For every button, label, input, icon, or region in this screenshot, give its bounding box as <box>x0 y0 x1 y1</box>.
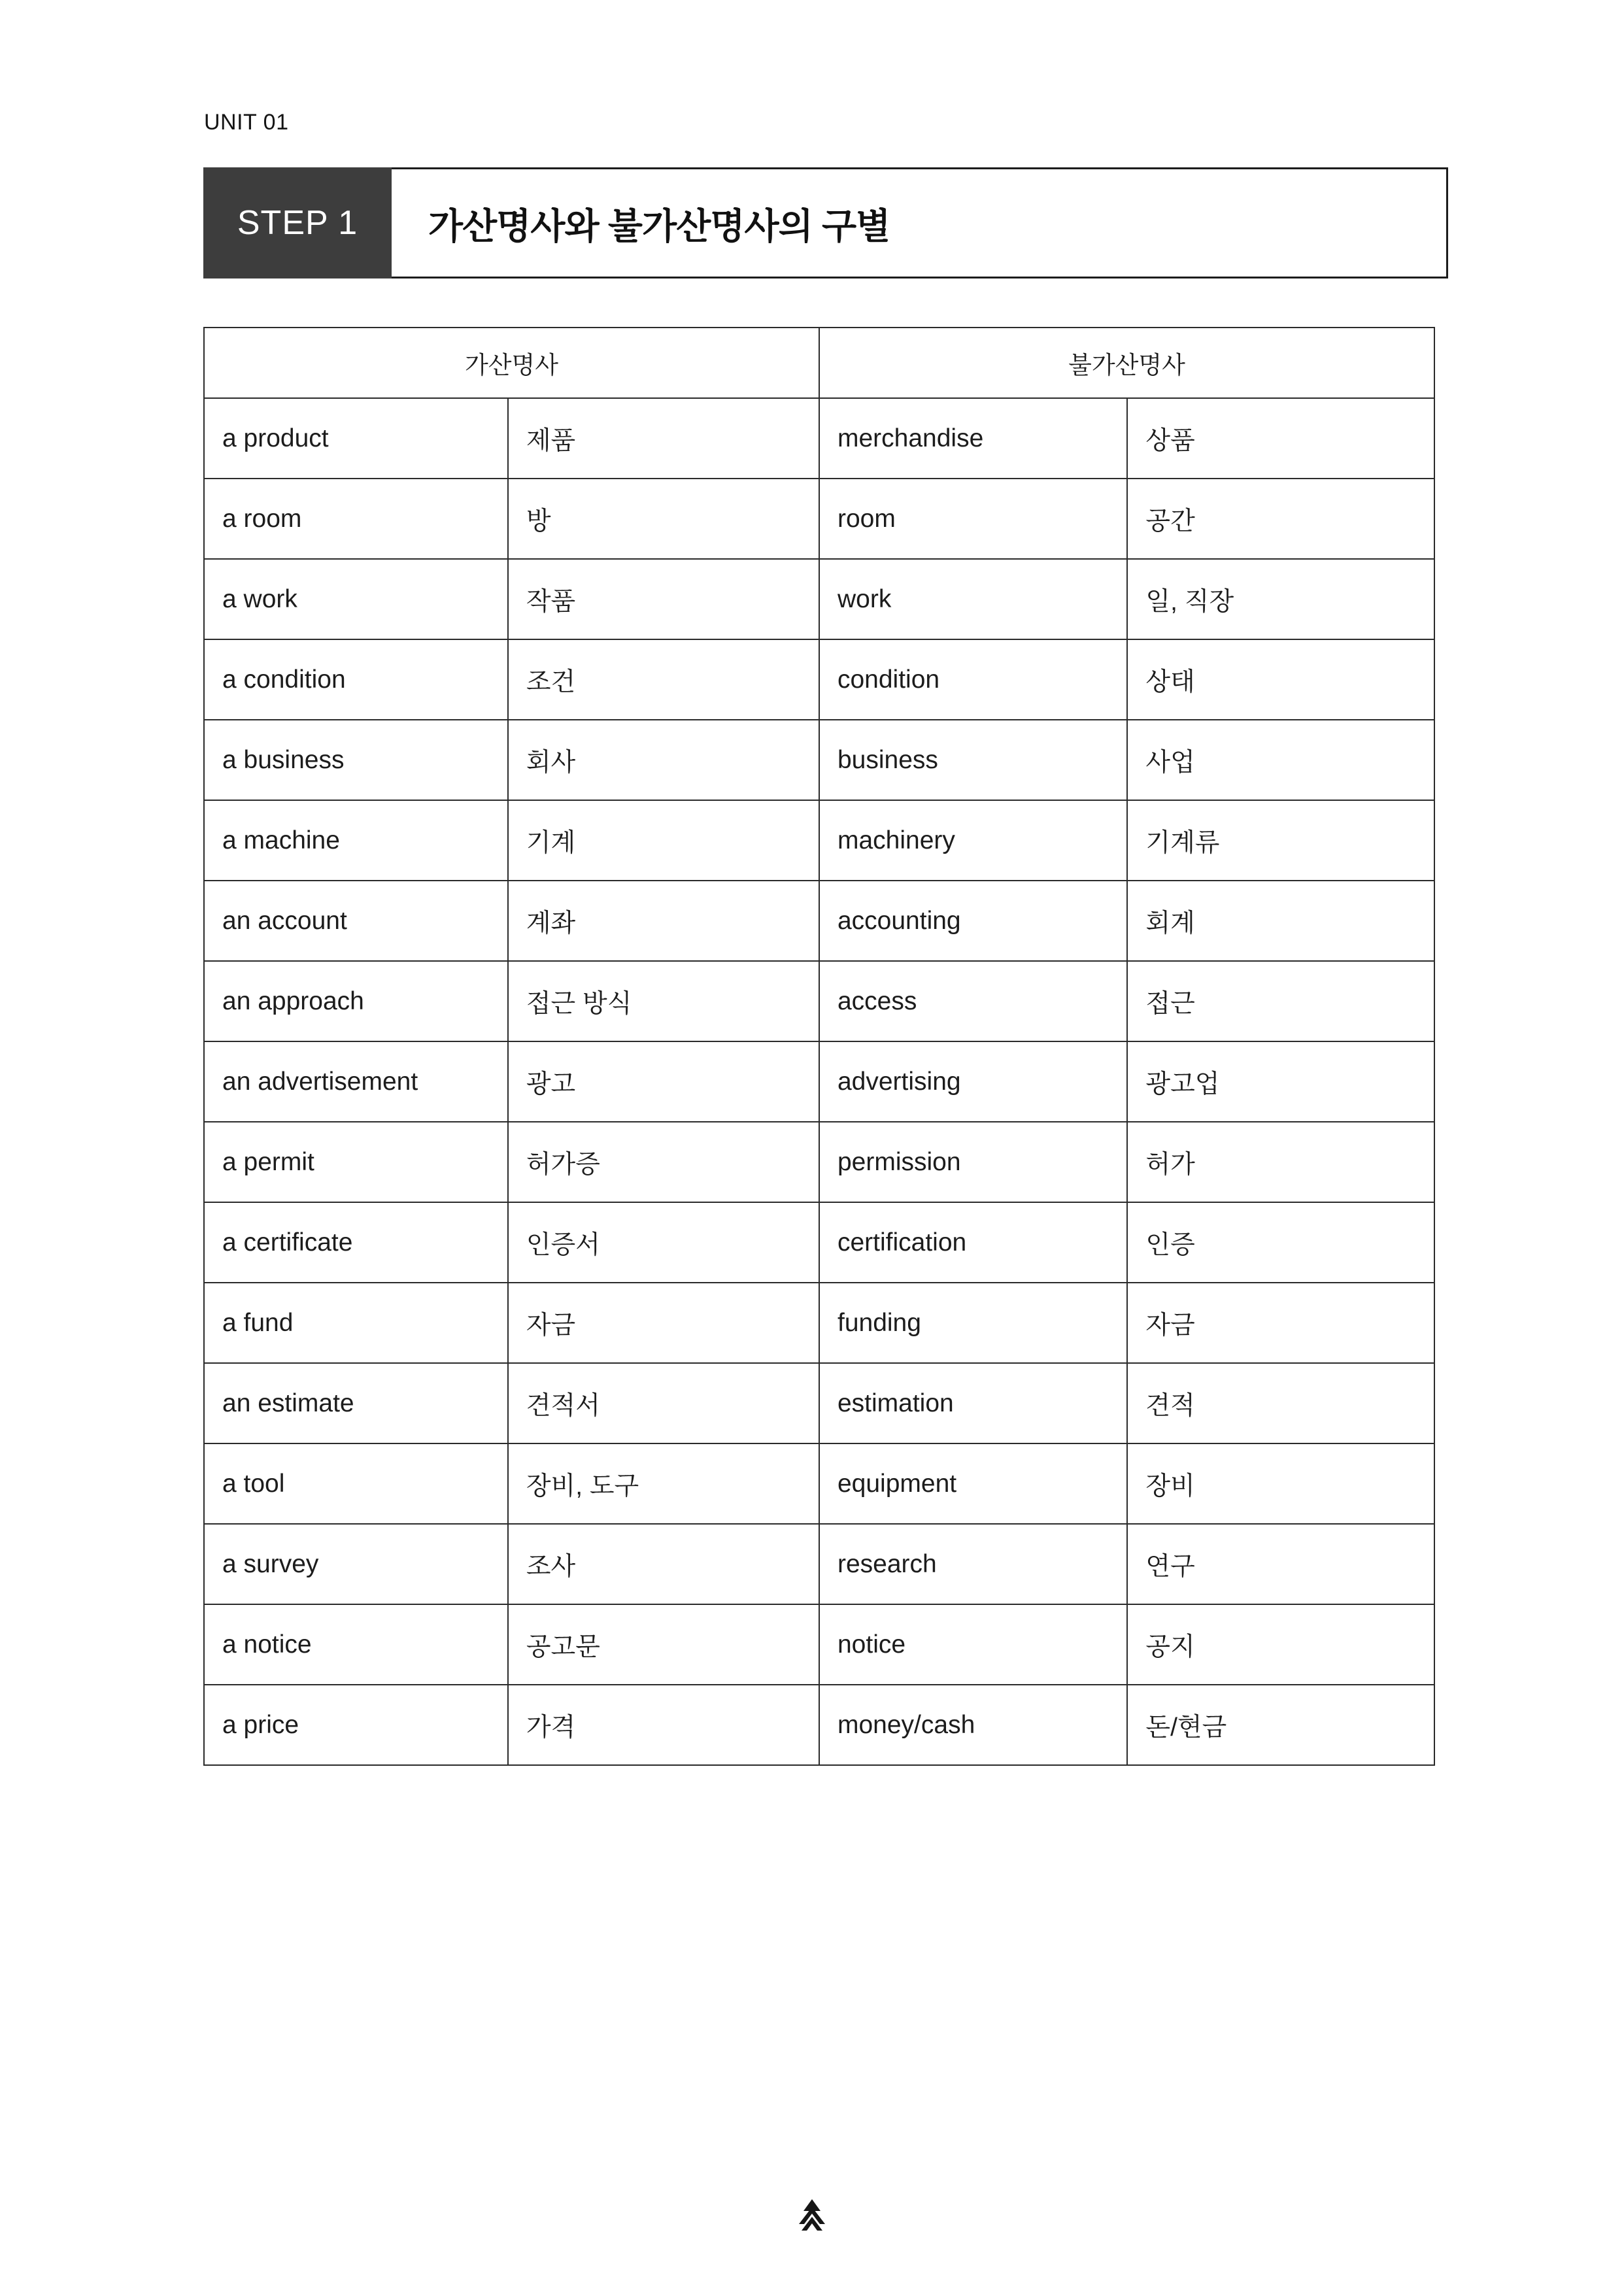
unit-label: UNIT 01 <box>204 110 289 135</box>
countable-korean-cell: 광고 <box>508 1041 819 1122</box>
table-row <box>204 1524 1434 1604</box>
mountain-logo-icon <box>793 2199 831 2231</box>
countable-english-cell: a notice <box>204 1604 508 1685</box>
uncountable-korean-cell: 장비 <box>1127 1443 1434 1524</box>
countable-english-cell: a tool <box>204 1443 508 1524</box>
countable-english-cell: a work <box>204 559 508 639</box>
uncountable-korean-cell: 공간 <box>1127 479 1434 559</box>
table-header-row <box>204 328 1434 398</box>
uncountable-english-cell: money/cash <box>819 1685 1127 1765</box>
uncountable-english-cell: business <box>819 720 1127 800</box>
uncountable-english-cell: equipment <box>819 1443 1127 1524</box>
countable-english-cell: a survey <box>204 1524 508 1604</box>
uncountable-korean-cell: 허가 <box>1127 1122 1434 1202</box>
uncountable-korean-cell: 상태 <box>1127 639 1434 720</box>
uncountable-korean-cell: 사업 <box>1127 720 1434 800</box>
table-row <box>204 559 1434 639</box>
table-row <box>204 1041 1434 1122</box>
header-uncountable-nouns: 불가산명사 <box>819 328 1434 398</box>
uncountable-korean-cell: 기계류 <box>1127 800 1434 881</box>
uncountable-english-cell: permission <box>819 1122 1127 1202</box>
countable-korean-cell: 장비, 도구 <box>508 1443 819 1524</box>
table-row <box>204 1685 1434 1765</box>
uncountable-english-cell: machinery <box>819 800 1127 881</box>
noun-table-body <box>204 398 1434 1765</box>
countable-korean-cell: 견적서 <box>508 1363 819 1443</box>
countable-korean-cell: 허가증 <box>508 1122 819 1202</box>
uncountable-english-cell: funding <box>819 1283 1127 1363</box>
uncountable-english-cell: research <box>819 1524 1127 1604</box>
uncountable-english-cell: condition <box>819 639 1127 720</box>
countable-korean-cell: 가격 <box>508 1685 819 1765</box>
uncountable-english-cell: work <box>819 559 1127 639</box>
countable-korean-cell: 제품 <box>508 398 819 479</box>
header-countable-nouns: 가산명사 <box>204 328 819 398</box>
uncountable-korean-cell: 광고업 <box>1127 1041 1434 1122</box>
step-header <box>203 167 1448 278</box>
countable-korean-cell: 자금 <box>508 1283 819 1363</box>
countable-english-cell: a business <box>204 720 508 800</box>
uncountable-korean-cell: 회계 <box>1127 881 1434 961</box>
table-row <box>204 1122 1434 1202</box>
uncountable-english-cell: accounting <box>819 881 1127 961</box>
uncountable-korean-cell: 상품 <box>1127 398 1434 479</box>
uncountable-korean-cell: 접근 <box>1127 961 1434 1041</box>
countable-korean-cell: 회사 <box>508 720 819 800</box>
table-row <box>204 1443 1434 1524</box>
table-row <box>204 479 1434 559</box>
countable-english-cell: a price <box>204 1685 508 1765</box>
uncountable-english-cell: room <box>819 479 1127 559</box>
countable-english-cell: an advertisement <box>204 1041 508 1122</box>
table-row <box>204 639 1434 720</box>
countable-korean-cell: 인증서 <box>508 1202 819 1283</box>
countable-english-cell: a room <box>204 479 508 559</box>
countable-korean-cell: 접근 방식 <box>508 961 819 1041</box>
table-row <box>204 1283 1434 1363</box>
countable-korean-cell: 공고문 <box>508 1604 819 1685</box>
uncountable-english-cell: advertising <box>819 1041 1127 1122</box>
table-row <box>204 1363 1434 1443</box>
uncountable-english-cell: certification <box>819 1202 1127 1283</box>
countable-korean-cell: 방 <box>508 479 819 559</box>
table-row <box>204 1202 1434 1283</box>
countable-english-cell: a fund <box>204 1283 508 1363</box>
table-row <box>204 720 1434 800</box>
uncountable-english-cell: merchandise <box>819 398 1127 479</box>
table-row <box>204 961 1434 1041</box>
step-title: 가산명사와 불가산명사의 구별 <box>428 205 890 246</box>
uncountable-korean-cell: 연구 <box>1127 1524 1434 1604</box>
table-row <box>204 1604 1434 1685</box>
table-row <box>204 398 1434 479</box>
uncountable-korean-cell: 공지 <box>1127 1604 1434 1685</box>
countable-english-cell: an estimate <box>204 1363 508 1443</box>
countable-english-cell: an account <box>204 881 508 961</box>
uncountable-korean-cell: 견적 <box>1127 1363 1434 1443</box>
countable-korean-cell: 작품 <box>508 559 819 639</box>
uncountable-english-cell: access <box>819 961 1127 1041</box>
uncountable-english-cell: notice <box>819 1604 1127 1685</box>
countable-korean-cell: 조사 <box>508 1524 819 1604</box>
countable-english-cell: a condition <box>204 639 508 720</box>
countable-english-cell: an approach <box>204 961 508 1041</box>
publisher-logo <box>793 2199 831 2231</box>
table-row <box>204 800 1434 881</box>
uncountable-english-cell: estimation <box>819 1363 1127 1443</box>
countable-korean-cell: 계좌 <box>508 881 819 961</box>
uncountable-korean-cell: 돈/현금 <box>1127 1685 1434 1765</box>
countable-english-cell: a permit <box>204 1122 508 1202</box>
uncountable-korean-cell: 일, 직장 <box>1127 559 1434 639</box>
uncountable-korean-cell: 자금 <box>1127 1283 1434 1363</box>
countable-korean-cell: 기계 <box>508 800 819 881</box>
noun-comparison-table <box>203 327 1435 1766</box>
uncountable-korean-cell: 인증 <box>1127 1202 1434 1283</box>
countable-english-cell: a certificate <box>204 1202 508 1283</box>
countable-english-cell: a machine <box>204 800 508 881</box>
step-badge: STEP 1 <box>203 167 392 278</box>
countable-english-cell: a product <box>204 398 508 479</box>
countable-korean-cell: 조건 <box>508 639 819 720</box>
table-row <box>204 881 1434 961</box>
